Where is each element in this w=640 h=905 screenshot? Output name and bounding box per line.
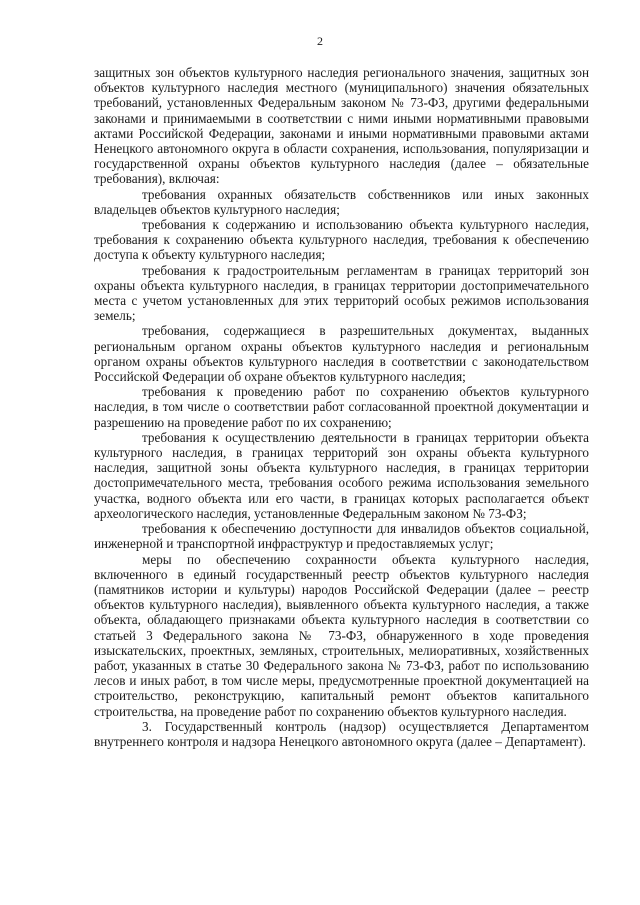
paragraph-accessibility-requirements: требования к обеспечению доступности для инвалидов объектов социальной, инженерной и транспортной инфраструктур и предоставляемых услуг; xyxy=(94,521,589,552)
paragraph-urban-planning-requirements: требования к градостроительным регламентам в границах территорий зон охраны объекта культурного наследия, в границах территории достопримечательного места с учетом установленных для этих территорий особых режимов использования земель; xyxy=(94,262,589,324)
paragraph-permit-requirements: требования, содержащиеся в разрешительных документах, выданных региональным органом охраны объектов культурного наследия и региональным органом охраны объектов культурного наследия в соответствии с законодательством Российской Федерации об охране объектов культурного наследия; xyxy=(94,323,589,385)
paragraph-preservation-works-requirements: требования к проведению работ по сохранению объектов культурного наследия, в том числе о соответствии работ согласованной проектной документации и разрешению на проведение работ по их сохранению; xyxy=(94,384,589,430)
paragraph-section-3: 3. Государственный контроль (надзор) осуществляется Департаментом внутреннего контроля и надзора Ненецкого автономного округа (далее – Департамент). xyxy=(94,718,589,749)
paragraph-safety-measures: меры по обеспечению сохранности объекта культурного наследия, включенного в единый государственный реестр объектов культурного наследия (памятников истории и культуры) народов Российской Федерации (далее – реестр объектов культурного наследия), выявленного объекта культурного наследия, а также объекта, обладающего признаками объекта культурного наследия в соответствии со статьей 3 Федерального закона № 73-ФЗ, обнаруженного в ходе проведения изыскательских, проектных, земляных, строительных, мелиоративных, хозяйственных работ, указанных в статье 30 Федерального закона № 73-ФЗ, работ по использованию лесов и иных работ, в том числе меры, предусмотренные проектной документацией на строительство, реконструкцию, капитальный ремонт объектов капитального строительства, на проведение работ по сохранению объектов культурного наследия. xyxy=(94,551,589,719)
paragraph-maintenance-requirements: требования к содержанию и использованию объекта культурного наследия, требования к сохранению объекта культурного наследия, требования к обеспечению доступа к объекту культурного наследия; xyxy=(94,217,589,263)
document-body xyxy=(94,65,589,749)
paragraph-territory-activity-requirements: требования к осуществлению деятельности в границах территории объекта культурного наследия, в границах территорий зон охраны объекта культурного наследия, защитной зоны объекта культурного наследия, в границах территории достопримечательного места, требования особого режима использования земельного участка, водного объекта или его части, в границах которых располагается объект археологического наследия, установленные Федеральным законом № 73-ФЗ; xyxy=(94,429,589,521)
paragraph-protection-obligations: требования охранных обязательств собственников или иных законных владельцев объектов культурного наследия; xyxy=(94,186,589,217)
paragraph-continuation: защитных зон объектов культурного наследия регионального значения, защитных зон объектов культурного наследия местного (муниципального) значения обязательных требований, установленных Федеральным законом № 73-ФЗ, другими федеральными законами и принимаемыми в соответствии с ними иными нормативными правовыми актами Российской Федерации, законами и иными нормативными правовыми актами Ненецкого автономного округа в области сохранения, использования, популяризации и государственной охраны объектов культурного наследия (далее – обязательные требования), включая: xyxy=(94,65,589,187)
page-number: 2 xyxy=(317,34,323,48)
